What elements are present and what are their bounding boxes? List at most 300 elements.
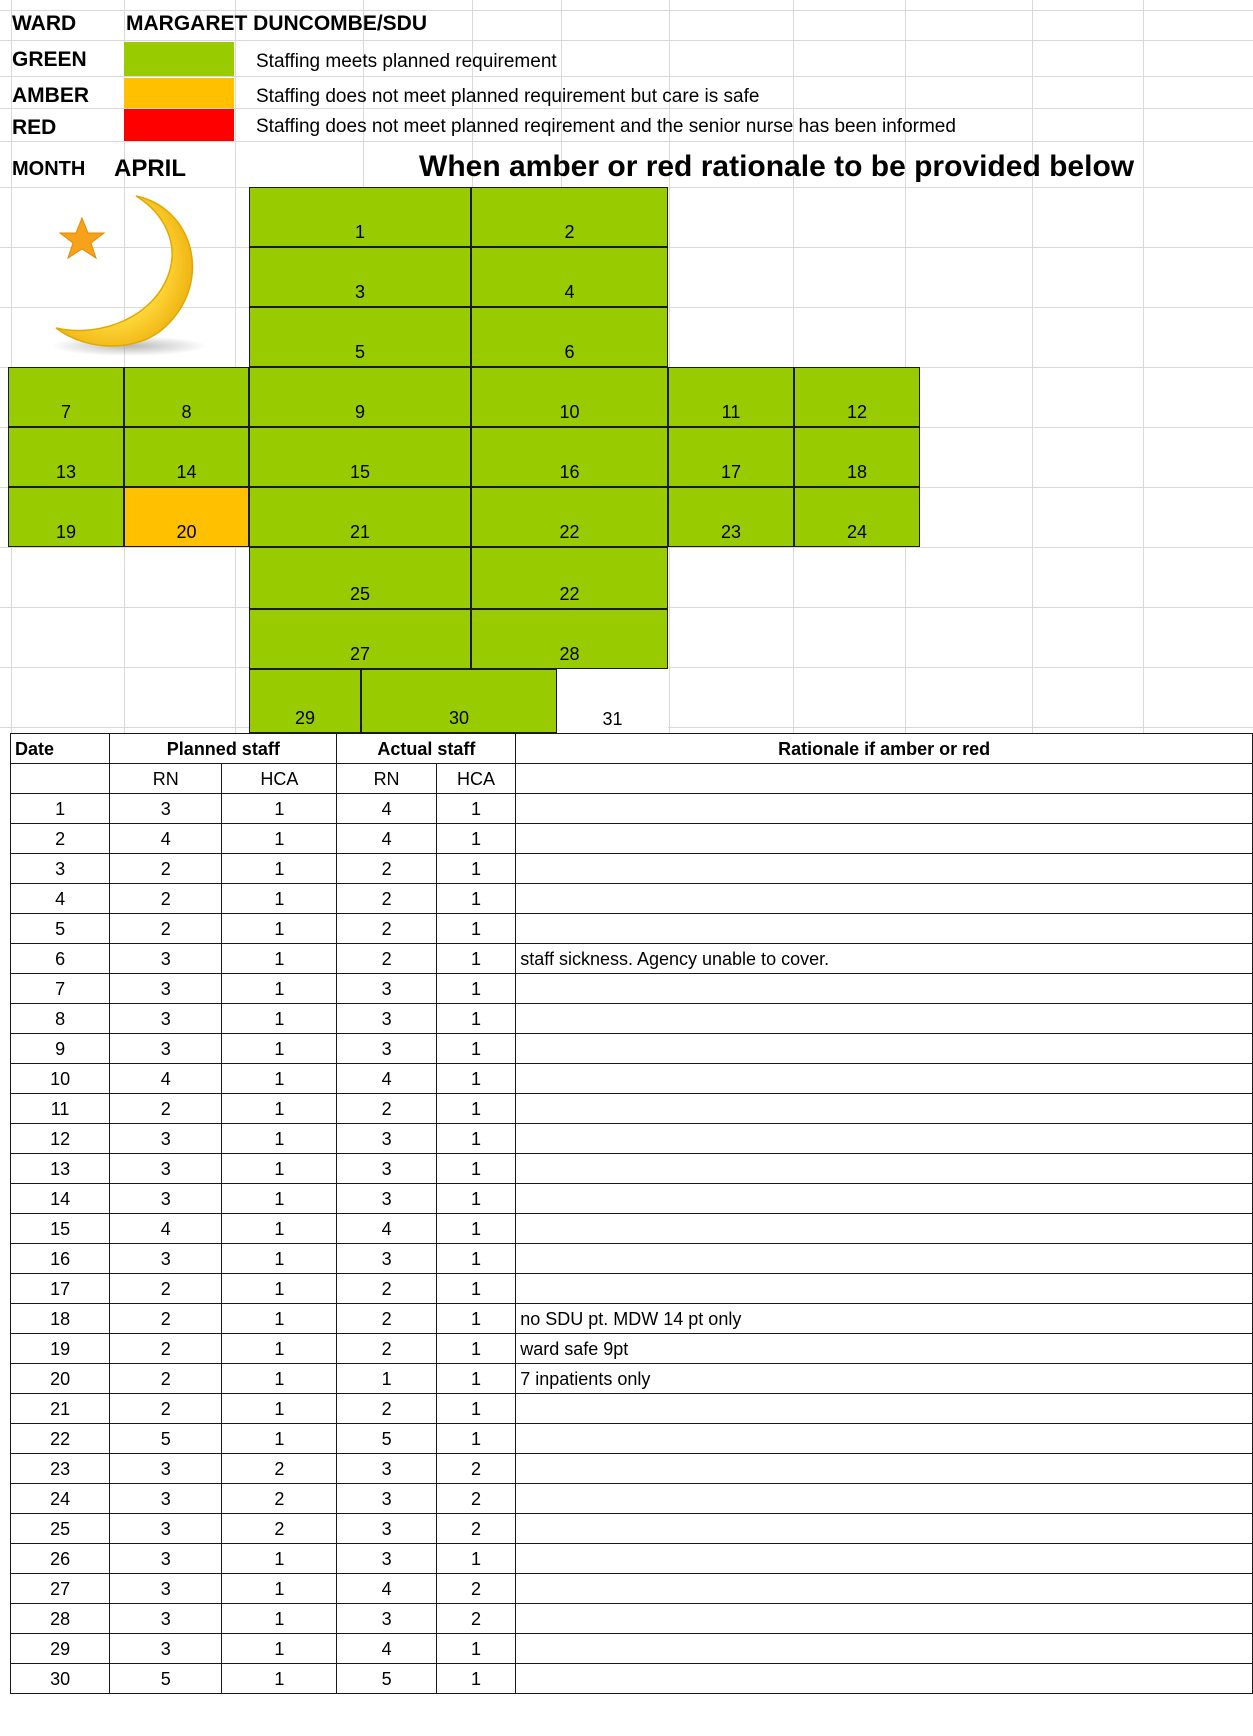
table-row: [11, 1514, 1253, 1544]
cell-planned-rn: 2: [110, 1094, 222, 1124]
legend-text-amber: Staffing does not meet planned requirement but care is safe: [256, 86, 760, 107]
cell-rationale: [516, 1514, 1253, 1544]
cell-actual-rn: 2: [337, 1274, 436, 1304]
legend-swatch-green: [124, 42, 234, 76]
calendar-day-number: 1: [354, 222, 365, 242]
header-date: Date: [11, 734, 110, 764]
calendar-day-cell: [8, 367, 124, 427]
cell-planned-hca: 1: [222, 1064, 337, 1094]
cell-planned-hca: 1: [222, 974, 337, 1004]
table-row: [11, 1154, 1253, 1184]
legend-text-green: Staffing meets planned requirement: [256, 51, 557, 72]
calendar-day-number: 14: [176, 462, 197, 482]
calendar-day-number: 24: [846, 522, 868, 542]
cell-actual-hca: 2: [436, 1484, 516, 1514]
calendar-day-number: 25: [349, 584, 371, 604]
ward-name: MARGARET DUNCOMBE/SDU: [126, 12, 427, 35]
cell-planned-hca: 1: [222, 1214, 337, 1244]
calendar-day-cell: [557, 669, 668, 733]
cell-actual-hca: 1: [436, 974, 516, 1004]
table-row: [11, 1124, 1253, 1154]
cell-planned-rn: 4: [110, 824, 222, 854]
cell-actual-hca: 1: [436, 1304, 516, 1334]
cell-actual-rn: 4: [337, 1064, 436, 1094]
table-row: [11, 1244, 1253, 1274]
staffing-table: [10, 733, 1253, 1694]
cell-actual-rn: 3: [337, 1034, 436, 1064]
calendar-day-cell: [249, 487, 471, 547]
cell-planned-rn: 3: [110, 1604, 222, 1634]
calendar-day-number: 2: [564, 222, 575, 242]
cell-actual-rn: 3: [337, 1244, 436, 1274]
subheader-actual-hca: HCA: [436, 764, 516, 794]
table-row: [11, 1664, 1253, 1694]
legend-label-amber: AMBER: [12, 84, 89, 107]
cell-date: 13: [11, 1154, 110, 1184]
cell-date: 26: [11, 1544, 110, 1574]
cell-actual-hca: 1: [436, 1544, 516, 1574]
cell-date: 18: [11, 1304, 110, 1334]
cell-planned-rn: 3: [110, 1514, 222, 1544]
table-row: [11, 1394, 1253, 1424]
cell-actual-rn: 4: [337, 1634, 436, 1664]
cell-planned-rn: 5: [110, 1664, 222, 1694]
cell-date: 9: [11, 1034, 110, 1064]
table-row: [11, 1484, 1253, 1514]
cell-date: 1: [11, 794, 110, 824]
cell-actual-rn: 3: [337, 1544, 436, 1574]
calendar-day-cell: [249, 669, 361, 733]
calendar-day-cell: [471, 307, 668, 367]
cell-actual-rn: 2: [337, 854, 436, 884]
cell-actual-hca: 1: [436, 1334, 516, 1364]
cell-planned-rn: 3: [110, 1544, 222, 1574]
cell-rationale: [516, 1184, 1253, 1214]
cell-planned-rn: 3: [110, 1004, 222, 1034]
cell-rationale: 7 inpatients only: [516, 1364, 1253, 1394]
cell-planned-hca: 1: [222, 914, 337, 944]
legend-label-green: GREEN: [12, 48, 87, 71]
subheader-planned-rn: RN: [110, 764, 222, 794]
cell-planned-rn: 3: [110, 944, 222, 974]
legend-swatch-red: [124, 109, 234, 141]
table-row: [11, 1274, 1253, 1304]
calendar-day-cell: [249, 187, 471, 247]
table-row: [11, 944, 1253, 974]
calendar-day-cell: [361, 669, 557, 733]
cell-planned-rn: 3: [110, 1124, 222, 1154]
calendar-day-cell: [471, 427, 668, 487]
cell-planned-hca: 1: [222, 1304, 337, 1334]
cell-rationale: [516, 1484, 1253, 1514]
cell-planned-rn: 3: [110, 1454, 222, 1484]
ward-label: WARD: [12, 12, 77, 35]
table-row: [11, 1304, 1253, 1334]
cell-planned-rn: 2: [110, 1334, 222, 1364]
calendar-day-number: 8: [181, 402, 192, 422]
cell-rationale: [516, 884, 1253, 914]
cell-actual-rn: 3: [337, 1184, 436, 1214]
gridline-horizontal: [0, 40, 1253, 41]
cell-planned-rn: 3: [110, 1034, 222, 1064]
cell-rationale: [516, 1154, 1253, 1184]
calendar-day-number: 21: [349, 522, 371, 542]
cell-planned-rn: 2: [110, 1274, 222, 1304]
calendar-day-number: 17: [720, 462, 742, 482]
cell-rationale: [516, 1454, 1253, 1484]
cell-actual-rn: 3: [337, 1604, 436, 1634]
cell-actual-rn: 2: [337, 1334, 436, 1364]
table-row: [11, 1544, 1253, 1574]
calendar-day-number: 28: [559, 644, 580, 664]
cell-date: 4: [11, 884, 110, 914]
cell-actual-hca: 1: [436, 1394, 516, 1424]
calendar-day-number: 7: [60, 402, 71, 422]
cell-planned-hca: 1: [222, 824, 337, 854]
cell-rationale: [516, 914, 1253, 944]
legend-label-red: RED: [12, 116, 57, 139]
calendar-day-number: 15: [349, 462, 371, 482]
cell-planned-rn: 3: [110, 1184, 222, 1214]
cell-actual-rn: 3: [337, 1484, 436, 1514]
cell-actual-rn: 3: [337, 974, 436, 1004]
calendar-day-number: 4: [564, 282, 575, 302]
cell-date: 27: [11, 1574, 110, 1604]
calendar-day-cell: [8, 487, 124, 547]
calendar-day-number: 30: [448, 708, 470, 728]
cell-date: 30: [11, 1664, 110, 1694]
cell-rationale: [516, 1214, 1253, 1244]
cell-rationale: [516, 854, 1253, 884]
cell-date: 11: [11, 1094, 110, 1124]
subheader-planned-hca: HCA: [222, 764, 337, 794]
calendar-day-number: 5: [354, 342, 365, 362]
month-label: MONTH: [12, 158, 86, 180]
cell-actual-rn: 2: [337, 884, 436, 914]
cell-planned-rn: 3: [110, 974, 222, 1004]
cell-rationale: no SDU pt. MDW 14 pt only: [516, 1304, 1253, 1334]
calendar-day-number: 10: [559, 402, 580, 422]
cell-planned-hca: 1: [222, 854, 337, 884]
table-row: [11, 1064, 1253, 1094]
calendar-day-cell: [249, 247, 471, 307]
calendar-day-cell: [8, 427, 124, 487]
calendar-day-cell: [794, 427, 920, 487]
gridline-horizontal: [0, 76, 1253, 77]
table-row: [11, 1334, 1253, 1364]
calendar-day-cell: [249, 307, 471, 367]
cell-planned-rn: 4: [110, 1064, 222, 1094]
cell-actual-hca: 2: [436, 1574, 516, 1604]
cell-date: 10: [11, 1064, 110, 1094]
cell-actual-rn: 2: [337, 944, 436, 974]
cell-date: 22: [11, 1424, 110, 1454]
table-row: [11, 914, 1253, 944]
gridline-horizontal: [0, 10, 1253, 11]
cell-rationale: ward safe 9pt: [516, 1334, 1253, 1364]
calendar-day-number: 29: [294, 708, 316, 728]
cell-actual-hca: 1: [436, 1154, 516, 1184]
cell-rationale: [516, 1424, 1253, 1454]
table-row: [11, 1454, 1253, 1484]
cell-actual-rn: 2: [337, 914, 436, 944]
cell-date: 24: [11, 1484, 110, 1514]
cell-actual-hca: 1: [436, 1214, 516, 1244]
cell-actual-hca: 1: [436, 1004, 516, 1034]
cell-planned-rn: 3: [110, 1574, 222, 1604]
cell-planned-hca: 1: [222, 1334, 337, 1364]
cell-actual-rn: 4: [337, 794, 436, 824]
cell-date: 15: [11, 1214, 110, 1244]
cell-actual-rn: 3: [337, 1004, 436, 1034]
cell-date: 2: [11, 824, 110, 854]
table-row: [11, 1634, 1253, 1664]
cell-actual-hca: 1: [436, 1064, 516, 1094]
legend-swatch-amber: [124, 78, 234, 108]
cell-planned-hca: 1: [222, 1574, 337, 1604]
cell-planned-rn: 3: [110, 1154, 222, 1184]
cell-date: 21: [11, 1394, 110, 1424]
cell-actual-hca: 2: [436, 1454, 516, 1484]
month-value: APRIL: [114, 155, 186, 182]
cell-planned-rn: 4: [110, 1214, 222, 1244]
table-row: [11, 1094, 1253, 1124]
cell-date: 19: [11, 1334, 110, 1364]
cell-planned-rn: 2: [110, 1394, 222, 1424]
table-row: [11, 1184, 1253, 1214]
cell-planned-hca: 1: [222, 1004, 337, 1034]
cell-actual-hca: 1: [436, 1124, 516, 1154]
cell-actual-hca: 1: [436, 1274, 516, 1304]
cell-planned-hca: 1: [222, 1244, 337, 1274]
cell-actual-hca: 1: [436, 1244, 516, 1274]
cell-date: 29: [11, 1634, 110, 1664]
cell-date: 7: [11, 974, 110, 1004]
calendar-day-cell: [471, 609, 668, 669]
calendar-day-number: 20: [176, 522, 197, 542]
calendar-day-number: 3: [354, 282, 365, 302]
cell-actual-rn: 1: [337, 1364, 436, 1394]
cell-planned-rn: 2: [110, 914, 222, 944]
calendar-day-number: 16: [559, 462, 580, 482]
table-row: [11, 824, 1253, 854]
subheader-actual-rn: RN: [337, 764, 436, 794]
gridline-horizontal: [0, 141, 1253, 142]
cell-planned-hca: 2: [222, 1514, 337, 1544]
cell-planned-rn: 3: [110, 794, 222, 824]
cell-actual-hca: 1: [436, 1664, 516, 1694]
cell-rationale: [516, 1544, 1253, 1574]
cell-actual-rn: 4: [337, 1574, 436, 1604]
cell-actual-rn: 5: [337, 1424, 436, 1454]
table-row: [11, 1214, 1253, 1244]
cell-rationale: [516, 1124, 1253, 1154]
cell-planned-hca: 1: [222, 1094, 337, 1124]
calendar-day-cell: [124, 367, 249, 427]
calendar-day-number: 19: [55, 522, 77, 542]
calendar-day-number: 9: [354, 402, 365, 422]
cell-actual-hca: 1: [436, 1094, 516, 1124]
calendar-day-cell: [668, 427, 794, 487]
cell-rationale: [516, 1664, 1253, 1694]
cell-actual-rn: 3: [337, 1154, 436, 1184]
header-rationale: Rationale if amber or red: [516, 734, 1253, 764]
table-row: [11, 1574, 1253, 1604]
cell-actual-rn: 3: [337, 1514, 436, 1544]
calendar-day-cell: [471, 547, 668, 609]
table-row: [11, 1604, 1253, 1634]
table-row: [11, 1424, 1253, 1454]
cell-planned-hca: 1: [222, 1664, 337, 1694]
cell-actual-hca: 1: [436, 1034, 516, 1064]
cell-actual-hca: 1: [436, 944, 516, 974]
legend-text-red: Staffing does not meet planned reqirement and the senior nurse has been informed: [256, 116, 956, 137]
cell-planned-rn: 2: [110, 884, 222, 914]
calendar-day-number: 27: [349, 644, 371, 664]
cell-actual-hca: 1: [436, 854, 516, 884]
header-planned-staff: Planned staff: [110, 734, 337, 764]
calendar-day-cell: [249, 367, 471, 427]
cell-actual-hca: 1: [436, 914, 516, 944]
cell-rationale: [516, 1094, 1253, 1124]
calendar-day-number: 23: [720, 522, 742, 542]
calendar-day-cell: [249, 547, 471, 609]
cell-planned-hca: 1: [222, 1034, 337, 1064]
cell-planned-hca: 1: [222, 1184, 337, 1214]
cell-date: 6: [11, 944, 110, 974]
cell-rationale: [516, 1244, 1253, 1274]
calendar-day-cell: [249, 427, 471, 487]
table-row: [11, 884, 1253, 914]
cell-planned-hca: 1: [222, 1274, 337, 1304]
calendar-day-cell: [668, 367, 794, 427]
cell-actual-hca: 1: [436, 1634, 516, 1664]
calendar-day-cell: [124, 427, 249, 487]
cell-rationale: [516, 1574, 1253, 1604]
cell-rationale: [516, 1274, 1253, 1304]
cell-rationale: [516, 1394, 1253, 1424]
calendar-day-cell: [794, 487, 920, 547]
calendar-day-number: 11: [721, 402, 741, 422]
calendar-day-cell: [471, 367, 668, 427]
instruction-heading: When amber or red rationale to be provided below: [419, 150, 1135, 183]
cell-actual-rn: 3: [337, 1124, 436, 1154]
cell-actual-rn: 2: [337, 1394, 436, 1424]
cell-date: 16: [11, 1244, 110, 1274]
moon-star-icon: [44, 188, 214, 363]
cell-planned-hca: 1: [222, 1604, 337, 1634]
cell-rationale: [516, 1064, 1253, 1094]
header-actual-staff: Actual staff: [337, 734, 516, 764]
calendar-day-number: 13: [55, 462, 77, 482]
calendar-day-cell: [249, 609, 471, 669]
cell-actual-rn: 5: [337, 1664, 436, 1694]
table-row: [11, 1034, 1253, 1064]
cell-rationale: [516, 1634, 1253, 1664]
cell-actual-hca: 1: [436, 824, 516, 854]
cell-actual-hca: 2: [436, 1514, 516, 1544]
cell-planned-rn: 3: [110, 1634, 222, 1664]
cell-planned-hca: 1: [222, 1154, 337, 1184]
table-row: [11, 854, 1253, 884]
cell-rationale: [516, 1034, 1253, 1064]
cell-rationale: staff sickness. Agency unable to cover.: [516, 944, 1253, 974]
cell-planned-rn: 3: [110, 1244, 222, 1274]
cell-rationale: [516, 1004, 1253, 1034]
cell-planned-hca: 1: [222, 944, 337, 974]
calendar-day-cell: [668, 487, 794, 547]
cell-planned-hca: 1: [222, 1394, 337, 1424]
cell-planned-rn: 2: [110, 1364, 222, 1394]
cell-rationale: [516, 794, 1253, 824]
cell-actual-rn: 2: [337, 1094, 436, 1124]
cell-date: 12: [11, 1124, 110, 1154]
table-row: [11, 974, 1253, 1004]
calendar-day-cell: [471, 247, 668, 307]
cell-date: 25: [11, 1514, 110, 1544]
calendar-day-number: 22: [559, 522, 580, 542]
calendar-day-number: 6: [564, 342, 575, 362]
cell-planned-hca: 1: [222, 1124, 337, 1154]
cell-rationale: [516, 974, 1253, 1004]
cell-planned-rn: 2: [110, 854, 222, 884]
cell-date: 8: [11, 1004, 110, 1034]
cell-planned-hca: 2: [222, 1454, 337, 1484]
cell-actual-rn: 4: [337, 1214, 436, 1244]
table-row: [11, 1364, 1253, 1394]
cell-planned-hca: 1: [222, 884, 337, 914]
cell-rationale: [516, 824, 1253, 854]
cell-date: 28: [11, 1604, 110, 1634]
subheader-blank: [11, 764, 110, 794]
cell-actual-rn: 4: [337, 824, 436, 854]
calendar-day-number: 12: [846, 402, 868, 422]
cell-date: 20: [11, 1364, 110, 1394]
calendar-day-cell: [471, 187, 668, 247]
calendar-day-number: 18: [846, 462, 868, 482]
cell-planned-rn: 3: [110, 1484, 222, 1514]
cell-date: 5: [11, 914, 110, 944]
cell-planned-hca: 1: [222, 1424, 337, 1454]
calendar-day-cell: [471, 487, 668, 547]
cell-actual-hca: 1: [436, 1424, 516, 1454]
cell-planned-hca: 1: [222, 1634, 337, 1664]
cell-actual-rn: 2: [337, 1304, 436, 1334]
cell-rationale: [516, 1604, 1253, 1634]
table-row: [11, 794, 1253, 824]
cell-planned-hca: 1: [222, 1364, 337, 1394]
cell-planned-hca: 2: [222, 1484, 337, 1514]
subheader-rationale-blank: [516, 764, 1253, 794]
cell-planned-rn: 5: [110, 1424, 222, 1454]
cell-actual-rn: 3: [337, 1454, 436, 1484]
table-subheader-row: [11, 764, 1253, 794]
cell-planned-hca: 1: [222, 1544, 337, 1574]
cell-planned-hca: 1: [222, 794, 337, 824]
cell-date: 14: [11, 1184, 110, 1214]
calendar-day-number: 22: [559, 584, 580, 604]
table-row: [11, 1004, 1253, 1034]
calendar-day-number: 31: [602, 709, 623, 729]
cell-actual-hca: 1: [436, 1364, 516, 1394]
cell-date: 3: [11, 854, 110, 884]
cell-date: 23: [11, 1454, 110, 1484]
cell-actual-hca: 1: [436, 794, 516, 824]
cell-actual-hca: 2: [436, 1604, 516, 1634]
table-header-row: [11, 734, 1253, 764]
cell-date: 17: [11, 1274, 110, 1304]
calendar-day-cell: [124, 487, 249, 547]
